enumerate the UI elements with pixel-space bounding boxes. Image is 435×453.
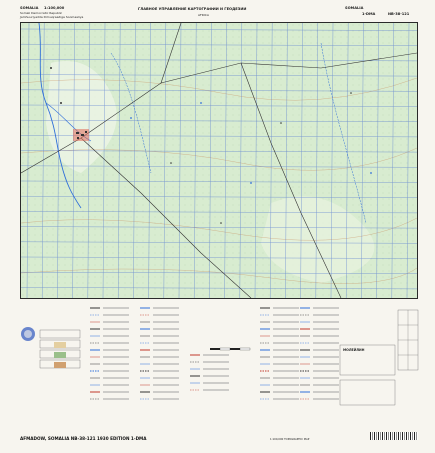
legend-text-line: [313, 321, 339, 323]
legend-text-line: [273, 363, 299, 365]
legend-text-line: [273, 377, 299, 379]
legend-text-line: [313, 349, 339, 351]
legend-text-line: [153, 328, 179, 330]
legend-text-line: [103, 370, 129, 372]
legend-text-line: [153, 335, 179, 337]
legend-text-line: [273, 307, 299, 309]
map-canvas: [21, 23, 417, 298]
legend-text-line: [273, 391, 299, 393]
header-scale: 1:100,000: [44, 6, 65, 10]
map-legend: [10, 300, 425, 430]
legend-text-line: [313, 335, 339, 337]
legend-text-line: [313, 307, 339, 309]
legend-text-line: [153, 321, 179, 323]
legend-text-line: [273, 349, 299, 351]
legend-text-line: [203, 382, 229, 384]
footer-scale-label: 1:100,000 TOPOGRAPHIC MAP: [270, 438, 310, 441]
legend-text-line: [103, 342, 129, 344]
legend-text-line: [103, 384, 129, 386]
header-sub-1: Somali Democratic Republic: [20, 11, 63, 15]
legend-text-line: [153, 342, 179, 344]
legend-text-line: [203, 375, 229, 377]
legend-text-line: [103, 391, 129, 393]
legend-text-line: [203, 368, 229, 370]
legend-text-line: [153, 363, 179, 365]
legend-text-line: [103, 398, 129, 400]
legend-text-line: [103, 356, 129, 358]
legend-text-line: [273, 398, 299, 400]
header-country: SOMALIA: [20, 6, 39, 10]
legend-text-line: [273, 342, 299, 344]
legend-text-line: [313, 398, 339, 400]
header-right-edition: 1-DMA: [362, 12, 376, 16]
legend-text-line: [153, 384, 179, 386]
footer-sheet-label: AFMADOW, SOMALIA NB-38-121 1930 EDITION 1-DMA: [20, 436, 147, 441]
legend-text-line: [153, 377, 179, 379]
legend-text-line: [313, 391, 339, 393]
legend-text-line: [273, 321, 299, 323]
legend-text-line: [273, 314, 299, 316]
legend-text-line: [153, 370, 179, 372]
legend-text-line: [103, 328, 129, 330]
legend-text-line: [103, 321, 129, 323]
legend-text-line: [153, 398, 179, 400]
legend-text-line: [203, 389, 229, 391]
legend-text-line: [273, 370, 299, 372]
legend-text-line: [203, 354, 229, 356]
legend-text-line: [153, 391, 179, 393]
topographic-map[interactable]: [20, 22, 418, 299]
header-right-prefix: SOMALIA: [345, 6, 364, 10]
legend-text-line: [273, 335, 299, 337]
header-center-title: ГЛАВНОЕ УПРАВЛЕНИЕ КАРТОГРАФИИ И ГЕОДЕЗИИ: [138, 7, 247, 11]
legend-text-line: [313, 384, 339, 386]
scale-bar: [210, 348, 250, 350]
legend-text-line: [103, 349, 129, 351]
legend-text-line: [203, 361, 229, 363]
town-afmadow: [73, 129, 89, 141]
legend-text-line: [153, 349, 179, 351]
legend-text-line: [153, 314, 179, 316]
info-table: [40, 330, 80, 368]
legend-text-line: [103, 314, 129, 316]
legend-canvas: [10, 300, 425, 430]
legend-text-line: [313, 370, 339, 372]
legend-text-line: [103, 377, 129, 379]
legend-text-line: [103, 363, 129, 365]
legend-text-line: [313, 377, 339, 379]
legend-text-line: [273, 328, 299, 330]
legend-text-line: [103, 307, 129, 309]
legend-text-line: [153, 307, 179, 309]
legend-text-line: [313, 356, 339, 358]
legend-text-line: [313, 328, 339, 330]
header-sub-2: Jamhuuriyadda Dimuqraadiga Soomaaliya: [20, 15, 84, 19]
header-center-subtitle: AFRICA: [198, 13, 209, 17]
legend-text-line: [313, 342, 339, 344]
legend-center-title: МОЛЕЙЛИН: [343, 348, 365, 352]
legend-text-line: [313, 314, 339, 316]
header-right-code: NB-38-121: [388, 12, 410, 16]
legend-text-line: [273, 384, 299, 386]
legend-text-line: [273, 356, 299, 358]
barcode-icon: [370, 432, 418, 440]
legend-text-line: [153, 356, 179, 358]
legend-text-line: [313, 363, 339, 365]
legend-text-line: [103, 335, 129, 337]
